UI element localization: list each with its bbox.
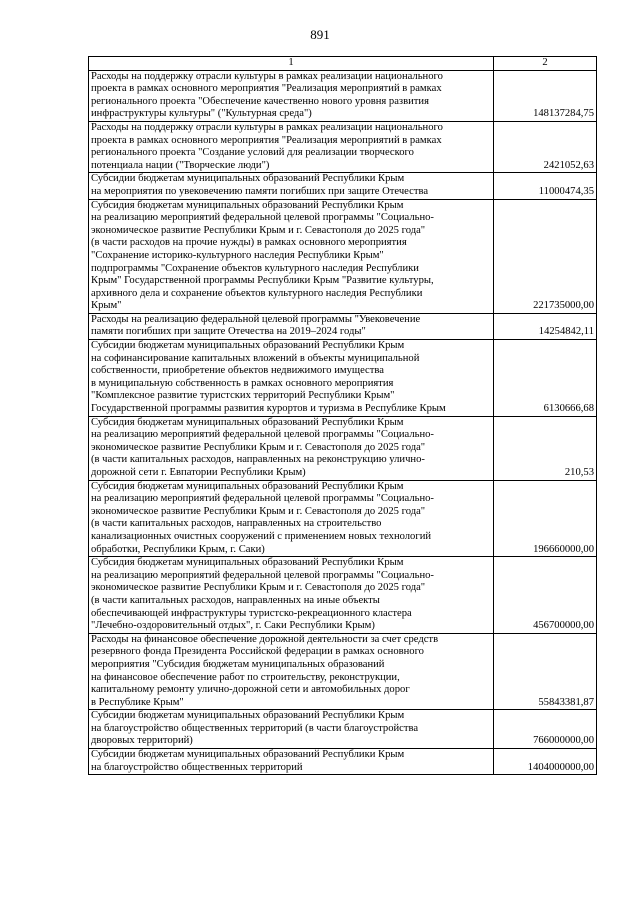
row-amount: 210,53 [494,416,597,480]
row-description: Расходы на реализацию федеральной целевой программы "Увековечение памяти погибших при защите Отечества на 2019–2024 годы" [89,313,494,339]
row-description: Субсидия бюджетам муниципальных образований Республики Крым на реализацию мероприятий федеральной целевой программы "Социально- экономическое развитие Республики Крым и г. Севастополя до 2025 года" (в части капитальных расходов, направленных на строительство канализационных очистных сооружений с применением новых технологий обработки, Республики Крым, г. Саки) [89,480,494,557]
row-description: Субсидия бюджетам муниципальных образований Республики Крым на реализацию мероприятий федеральной целевой программы "Социально- экономическое развитие Республики Крым и г. Севастополя до 2025 года" (в части капитальных расходов, направленных на реконструкцию улично- дорожной сети г. Евпатории Республики Крым) [89,416,494,480]
table-row [89,313,597,339]
row-amount: 196660000,00 [494,480,597,557]
row-amount: 456700000,00 [494,557,597,634]
row-amount: 1404000000,00 [494,749,597,775]
table-row [89,557,597,634]
row-description: Расходы на поддержку отрасли культуры в рамках реализации национального проекта в рамках основного мероприятия "Реализация мероприятий в рамках регионального проекта "Создание условий для реализации творческого потенциала нации ("Творческие люди") [89,121,494,172]
column-header-1: 1 [89,57,494,71]
table-row [89,480,597,557]
page-number: 891 [310,27,330,42]
row-amount: 6130666,68 [494,340,597,417]
row-description: Расходы на финансовое обеспечение дорожной деятельности за счет средств резервного фонда Президента Российской федерации в рамках основного мероприятия "Субсидия бюджетам муниципальных образований на финансовое обеспечение работ по строительству, реконструкции, капитальному ремонту улично-дорожной сети и автомобильных дорог в Республике Крым" [89,633,494,710]
row-amount: 2421052,63 [494,121,597,172]
row-description: Субсидии бюджетам муниципальных образований Республики Крым на мероприятия по увековечению памяти погибших при защите Отечества [89,173,494,199]
column-header-2: 2 [494,57,597,71]
table-row [89,70,597,121]
row-amount: 148137284,75 [494,70,597,121]
row-amount: 14254842,11 [494,313,597,339]
table-header-row [89,57,597,71]
table-row [89,340,597,417]
row-amount: 55843381,87 [494,633,597,710]
table-row [89,710,597,749]
row-description: Субсидии бюджетам муниципальных образований Республики Крым на софинансирование капитальных вложений в объекты муниципальной собственности, приобретение объектов недвижимого имущества в муниципальную собственность в рамках основного мероприятия "Комплексное развитие туристских территорий Республики Крым" Государственной программы развития курортов и туризма в Республике Крым [89,340,494,417]
row-amount: 766000000,00 [494,710,597,749]
row-description: Субсидии бюджетам муниципальных образований Республики Крым на благоустройство общественных территорий (в части благоустройства дворовых территорий) [89,710,494,749]
row-description: Субсидия бюджетам муниципальных образований Республики Крым на реализацию мероприятий федеральной целевой программы "Социально- экономическое развитие Республики Крым и г. Севастополя до 2025 года" (в части капитальных расходов, направленных на иные объекты обеспечивающей инфраструктуры туристско-рекреационного кластера "Лечебно-оздоровительный отдых", г. Саки Республики Крым) [89,557,494,634]
table-row [89,173,597,199]
row-description: Субсидия бюджетам муниципальных образований Республики Крым на реализацию мероприятий федеральной целевой программы "Социально- экономическое развитие Республики Крым и г. Севастополя до 2025 года" (в части расходов на прочие нужды) в рамках основного мероприятия "Сохранение историко-культурного наследия Республики Крым" подпрограммы "Сохранение объектов культурного наследия Республики Крым" Государственной программы Республики Крым "Развитие культуры, архивного дела и сохранение объектов культурного наследия Республики Крым" [89,199,494,313]
table-row [89,121,597,172]
table-row [89,749,597,775]
row-amount: 11000474,35 [494,173,597,199]
table-row [89,199,597,313]
table-row [89,416,597,480]
row-amount: 221735000,00 [494,199,597,313]
table-row [89,633,597,710]
row-description: Субсидии бюджетам муниципальных образований Республики Крым на благоустройство общественных территорий [89,749,494,775]
budget-table [88,56,597,775]
row-description: Расходы на поддержку отрасли культуры в рамках реализации национального проекта в рамках основного мероприятия "Реализация мероприятий в рамках регионального проекта "Обеспечение качественно нового уровня развития инфраструктуры культуры" ("Культурная среда") [89,70,494,121]
